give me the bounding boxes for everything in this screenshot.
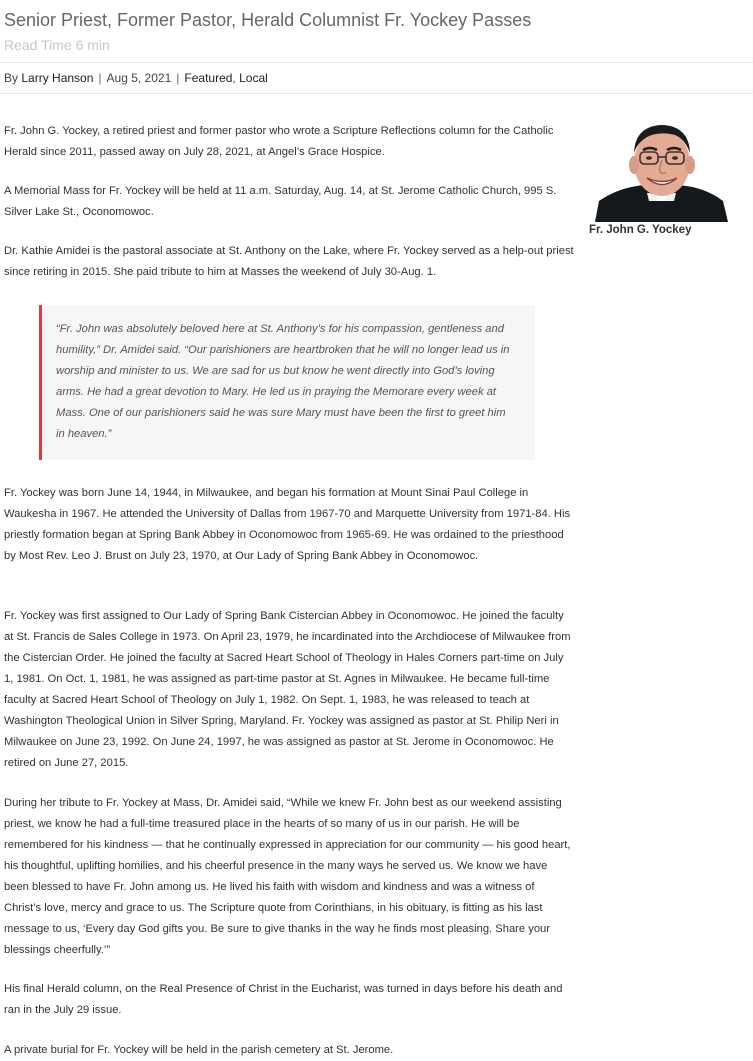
article-paragraph: Fr. Yockey was first assigned to Our Lady of Spring Bank Cistercian Abbey in Oconomowoc. He joined the faculty at St. Francis de Sales College in 1973. On April 23, 1979, he incardinated into the Archdiocese of Milwaukee from the Cistercian Order. He joined the faculty at Sacred Heart School of Theology in Hales Corners part-time on July 1, 1981. On Oct. 1, 1981, he was assigned as part-time pastor at St. Agnes in Milwaukee. He became full-time faculty at Sacred Heart School of Theology on July 1, 1982. On Sept. 1, 1983, he was released to teach at Washington Theological Union in Silver Spring, Maryland. Fr. Yockey was assigned as pastor at St. Philip Neri in Milwaukee on June 23, 1992. On June 24, 1997, he was assigned as pastor at St. Jerome in Oconomowoc. He retired on June 27, 2015. bbox=[4, 610, 571, 769]
header-divider-top bbox=[0, 62, 753, 63]
photo-caption: Fr. John G. Yockey bbox=[589, 224, 692, 236]
article-paragraph: A Memorial Mass for Fr. Yockey will be held at 11 a.m. Saturday, Aug. 14, at St. Jerome Catholic Church, 995 S. Silver Lake St., Oconomowoc. bbox=[4, 185, 557, 218]
category-link-local[interactable]: Local bbox=[239, 71, 268, 85]
category-comma: , bbox=[232, 71, 236, 85]
publish-date: Aug 5, 2021 bbox=[106, 71, 172, 85]
read-time: Read Time 6 min bbox=[4, 37, 110, 53]
priest-portrait-photo bbox=[595, 123, 728, 222]
article-paragraph: During her tribute to Fr. Yockey at Mass, Dr. Amidei said, “While we knew Fr. John best as our weekend assisting priest, we know he had a full-time treasured place in the hearts of so many of us in our parish. He will be remembered for his kindness — that he continually expressed in appreciation for our community — his good heart, his thoughtful, uplifting homilies, and his cheerful presence in the many ways he served us. We know we have been blessed to have Fr. John among us. He lived his faith with wisdom and kindness and was a witness of Christ’s love, mercy and grace to us. The Scripture quote from Corinthians, in his obituary, is fitting as his last message to us, ‘Every day God gifts you. Be sure to give thanks in the way he finds most pleasing. Share your blessings cheerfully.’” bbox=[4, 797, 571, 956]
portrait-image bbox=[595, 123, 728, 222]
blockquote-text: “Fr. John was absolutely beloved here at St. Anthony’s for his compassion, gentleness and humility,” Dr. Amidei said. “Our parishioners are heartbroken that he will no longer lead us in worship and minister to us. We are sad for us but know he went directly into God’s loving arms. He had a great devotion to Mary. He led us in praying the Memorare every week at Mass. One of our parishioners said he was sure Mary must have been the first to greet him in heaven.” bbox=[56, 323, 510, 440]
article-paragraph: Fr. Yockey was born June 14, 1944, in Milwaukee, and began his formation at Mount Sinai Paul College in Waukesha in 1967. He attended the University of Dallas from 1967-70 and Marquette University from 1971-84. His priestly formation began at Spring Bank Abbey in Oconomowoc from 1965-69. He was ordained to the priesthood by Most Rev. Leo J. Brust on July 23, 1970, at Our Lady of Spring Bank Abbey in Oconomowoc. bbox=[4, 487, 571, 562]
category-link-featured[interactable]: Featured bbox=[184, 71, 233, 85]
article-title: Senior Priest, Former Pastor, Herald Columnist Fr. Yockey Passes bbox=[4, 10, 532, 30]
header-divider-bottom bbox=[0, 93, 753, 94]
byline-prefix: By bbox=[4, 71, 19, 85]
article-paragraph: Fr. John G. Yockey, a retired priest and former pastor who wrote a Scripture Reflections column for the Catholic Herald since 2011, passed away on July 28, 2021, at Angel’s Grace Hospice. bbox=[4, 125, 554, 158]
byline-separator: | bbox=[98, 71, 102, 85]
article-paragraph: His final Herald column, on the Real Presence of Christ in the Eucharist, was turned in days before his death and ran in the July 29 issue. bbox=[4, 983, 563, 1016]
article-paragraph: Dr. Kathie Amidei is the pastoral associate at St. Anthony on the Lake, where Fr. Yockey served as a help-out priest since retiring in 2015. She paid tribute to him at Masses the weekend of July 30-Aug. 1. bbox=[4, 245, 574, 278]
byline bbox=[4, 69, 268, 87]
blockquote bbox=[39, 305, 535, 460]
author-link[interactable]: Larry Hanson bbox=[21, 71, 94, 85]
article-paragraph: A private burial for Fr. Yockey will be held in the parish cemetery at St. Jerome. bbox=[4, 1044, 394, 1056]
byline-separator: | bbox=[176, 71, 180, 85]
